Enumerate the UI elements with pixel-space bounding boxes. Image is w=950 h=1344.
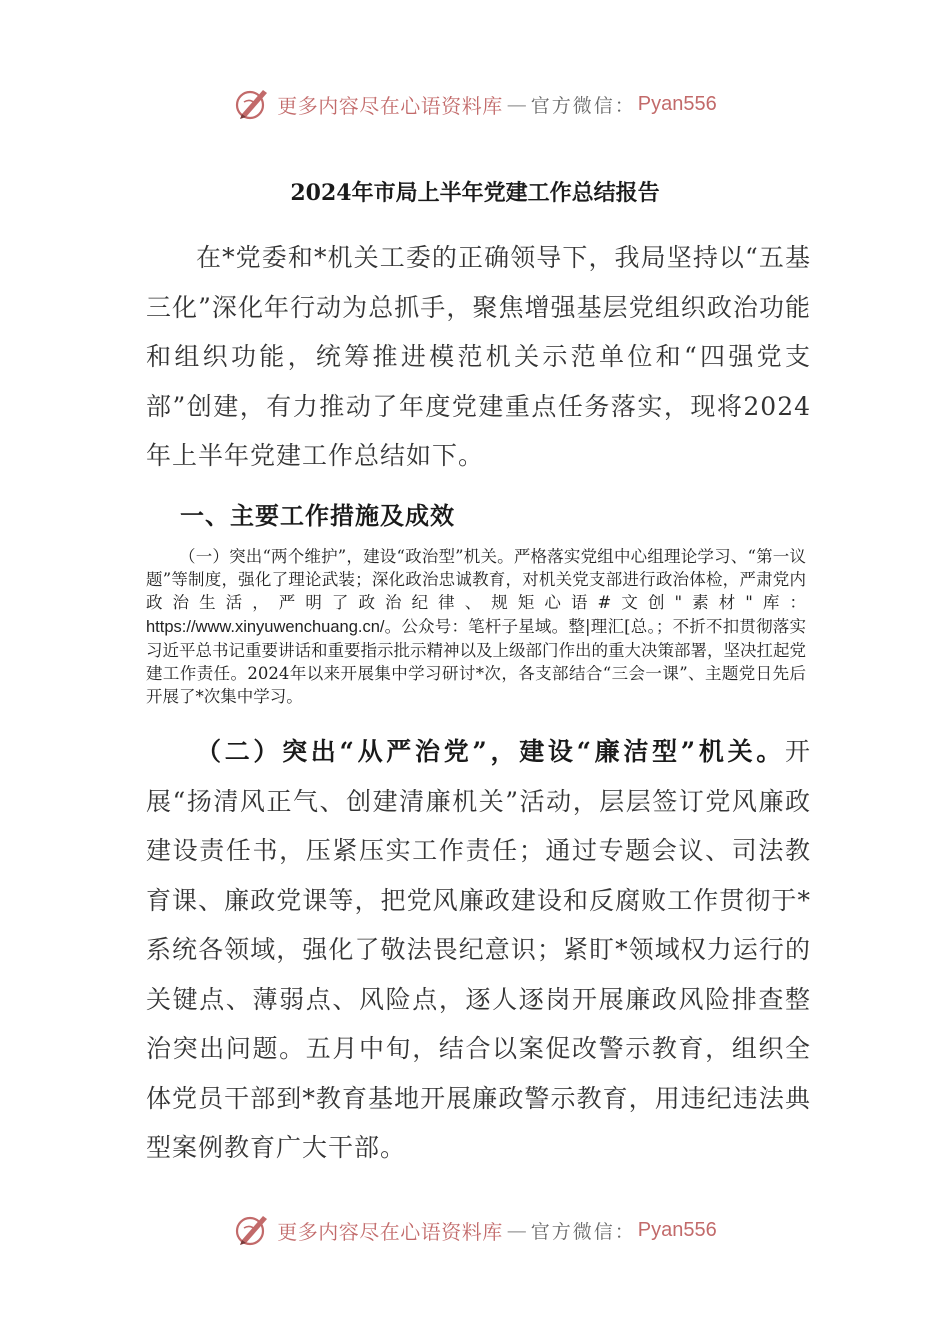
banner-site-name: 更多内容尽在心语资料库 [277,1219,503,1244]
section-1-text-a: （一）突出“两个维护”，建设“政治型”机关。严格落实党组中心组理论学习、“第一议题”等制度，强化了理论武装；深化政治忠诚教育，对机关党支部进行政治体检，严肃党内政治生活，严明了政治纪律、规矩心语#文创"素材"库： [146,547,806,613]
pen-logo-icon [233,84,273,124]
banner-wechat-label: 官方微信： [530,1220,636,1243]
section-heading-1: 一、主要工作措施及成效 [180,501,455,530]
section-1-paragraph [146,545,806,708]
banner-site-name: 更多内容尽在心语资料库 [277,93,503,118]
section-2-body: 开展“扬清风正气、创建清廉机关”活动，层层签订党风廉政建设责任书，压紧压实工作责任；通过专题会议、司法教育课、廉政党课等，把党风廉政建设和反腐败工作贯彻于*系统各领域，强化了敬法畏纪意识；紧盯*领域权力运行的关键点、薄弱点、风险点，逐人逐岗开展廉政风险排查整治突出问题。五月中旬，结合以案促改警示教育，组织全体党员干部到*教育基地开展廉政警示教育，用违纪违法典型案例教育广大干部。 [146,737,811,1162]
intro-paragraph: 在*党委和*机关工委的正确领导下，我局坚持以“五基三化”深化年行动为总抓手，聚焦增强基层党组织政治功能和组织功能，统筹推进模范机关示范单位和“四强党支部”创建，有力推动了年度党建重点任务落实，现将2024年上半年党建工作总结如下。 [146,243,811,470]
section-2-paragraph [146,727,811,1173]
pen-logo-icon [233,1210,273,1250]
banner-wechat-label: 官方微信： [530,94,636,117]
banner-separator: — [506,92,527,116]
banner-wechat-id: Pyan556 [637,92,717,115]
banner-wechat-id: Pyan556 [637,1218,717,1241]
section-1-text-b: 。公众号：笔杆子星域。整|理汇[总。；不折不扣贯彻落实习近平总书记重要讲话和重要指示批示精神以及上级部门作出的重大决策部署，坚决扛起党建工作责任。2024年以来开展集中学习研讨*次，各支部结合“三会一课”、主题党日先后开展了*次集中学习。 [146,616,806,707]
document-title: 2024年市局上半年党建工作总结报告 [290,180,660,206]
section-2-lead: （二）突出“从严治党”，建设“廉洁型”机关。 [196,737,785,766]
website-url: https://www.xinyuwenchuang.cn/ [146,617,385,636]
header-banner [0,82,950,126]
banner-separator: — [506,1218,527,1242]
footer-banner [0,1208,950,1252]
